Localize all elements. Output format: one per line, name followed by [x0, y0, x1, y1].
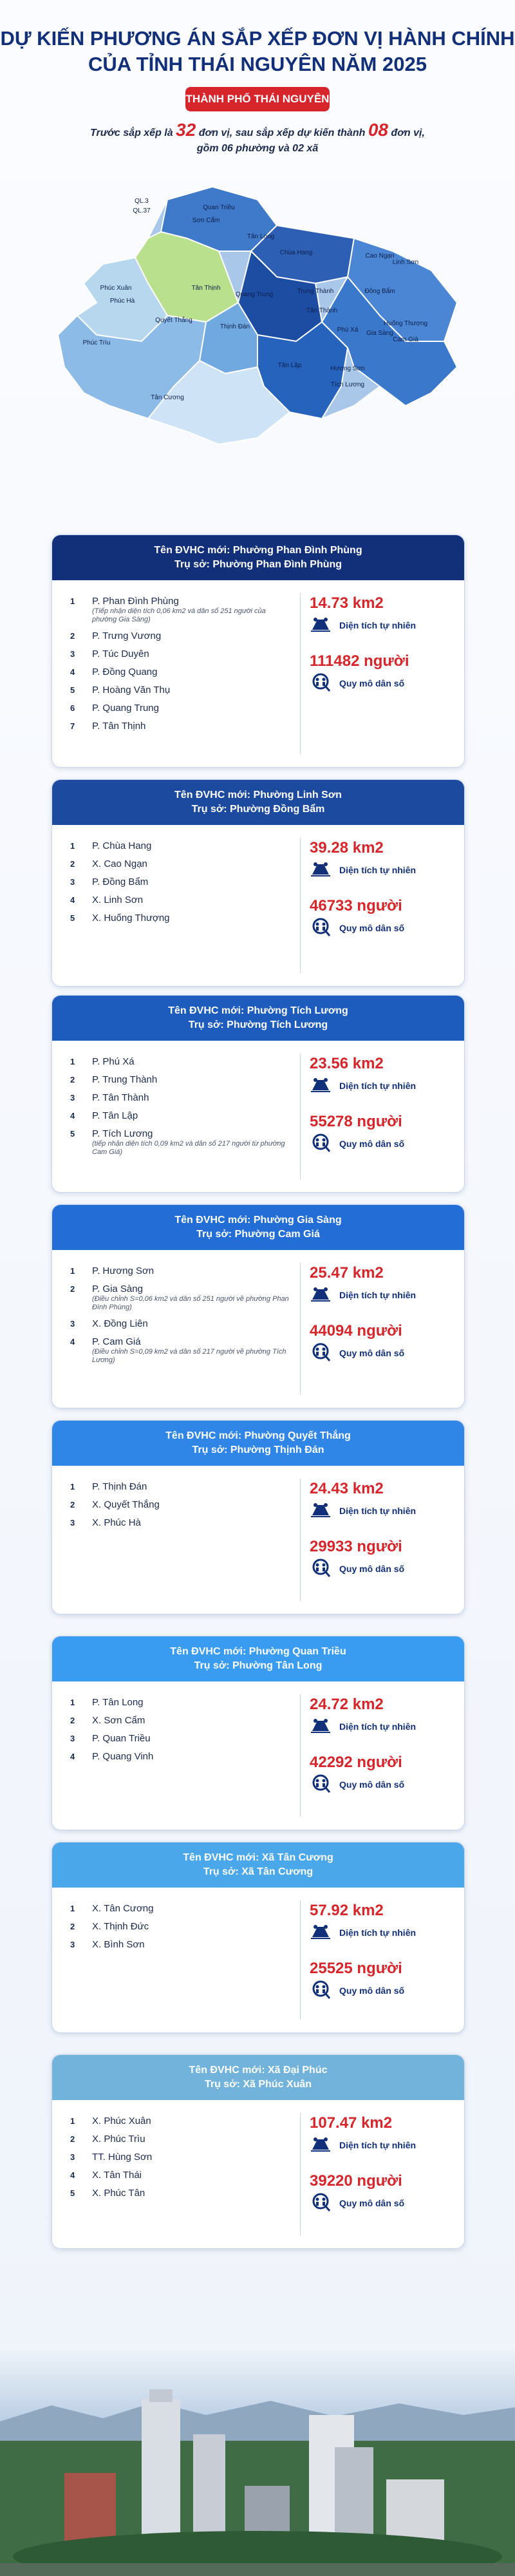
- item-name: X. Tân Thái: [92, 2170, 142, 2181]
- map-label: Đồng Bẩm: [364, 288, 395, 295]
- map-label: Tích Lương: [330, 381, 365, 388]
- map-label: Thịnh Đán: [220, 323, 250, 330]
- population-label: Quy mô dân số: [339, 1348, 405, 1358]
- item-note: (Tiếp nhận diện tích 0,06 km2 và dân số 251 người của phường Gia Sàng): [92, 607, 266, 623]
- item-name: X. Tân Cương: [92, 1903, 154, 1914]
- item-number: 1: [70, 1057, 75, 1066]
- population-value: 111482 người: [310, 652, 409, 670]
- map-label: Tân Cương: [151, 394, 184, 401]
- area-label: Diện tích tự nhiên: [339, 620, 417, 630]
- unit-name: Tên ĐVHC mới: Phường Phan Đình Phùng: [154, 545, 362, 556]
- card-header: [52, 1636, 464, 1681]
- merged-unit-item: [70, 1283, 289, 1312]
- area-icon: [310, 1923, 332, 1943]
- unit-name: Tên ĐVHC mới: Phường Linh Sơn: [174, 790, 342, 800]
- unit-name: Tên ĐVHC mới: Phường Tích Lương: [168, 1005, 348, 1016]
- population-icon: [310, 916, 332, 941]
- population-value: 44094 người: [310, 1322, 402, 1340]
- item-number: 4: [70, 1752, 75, 1761]
- merged-unit-item: [70, 685, 289, 696]
- unit-card: [52, 779, 465, 987]
- item-name: X. Cao Ngạn: [92, 858, 147, 869]
- map-label: Tân Thịnh: [191, 285, 221, 292]
- item-name: X. Phúc Hà: [92, 1517, 141, 1528]
- merged-unit-item: [70, 630, 289, 642]
- item-name: P. Tân Thịnh: [92, 721, 146, 732]
- card-body: [52, 1888, 464, 2033]
- unit-stats: [310, 1055, 451, 1157]
- unit-card: [52, 535, 465, 768]
- card-header: [52, 2055, 464, 2100]
- area-value: 24.43 km2: [310, 1480, 384, 1497]
- unit-headquarters: Trụ sở: Xã Tân Cương: [203, 1866, 314, 1877]
- column-divider: [300, 1900, 301, 2020]
- merged-unit-item: [70, 1074, 289, 1086]
- card-body: [52, 1466, 464, 1615]
- column-divider: [300, 1263, 301, 1395]
- card-header: [52, 1842, 464, 1888]
- card-body: [52, 1681, 464, 1830]
- item-name: P. Đồng Bẩm: [92, 876, 149, 887]
- column-divider: [300, 838, 301, 973]
- population-value: 25525 người: [310, 1960, 402, 1977]
- merged-unit-item: [70, 895, 289, 906]
- area-label: Diện tích tự nhiên: [339, 1721, 417, 1732]
- population-label: Quy mô dân số: [339, 1564, 405, 1574]
- merged-unit-item: [70, 1921, 289, 1933]
- district-map: [45, 174, 470, 496]
- item-name: P. Tân Long: [92, 1697, 144, 1708]
- unit-card: [52, 1636, 465, 1830]
- merged-units-list: [70, 2116, 289, 2206]
- map-label: Trung Thành: [297, 288, 334, 295]
- item-number: 3: [70, 2152, 75, 2162]
- item-number: 2: [70, 1500, 75, 1510]
- map-label: Tân Thành: [306, 307, 338, 314]
- merged-unit-item: [70, 913, 289, 924]
- intro-text: Trước sắp xếp là 32 đơn vị, sau sắp xếp dự kiến thành 08 đơn vị, gồm 06 phường và 02 xã: [90, 120, 425, 154]
- population-value: 39220 người: [310, 2172, 402, 2190]
- city-skyline-image: [0, 2344, 515, 2576]
- population-label: Quy mô dân số: [339, 2198, 405, 2208]
- item-number: 4: [70, 895, 75, 905]
- map-label: QL.37: [133, 207, 151, 214]
- map-label: Chùa Hang: [279, 249, 313, 256]
- area-icon: [310, 1076, 332, 1096]
- unit-card: [52, 995, 465, 1193]
- merged-unit-item: [70, 1697, 289, 1709]
- merged-units-list: [70, 1056, 289, 1163]
- card-header: [52, 1205, 464, 1250]
- merged-unit-item: [70, 596, 289, 624]
- card-header: [52, 996, 464, 1041]
- item-name: X. Huống Thượng: [92, 913, 170, 923]
- unit-headquarters: Trụ sở: Phường Đồng Bẩm: [191, 804, 325, 815]
- item-number: 4: [70, 2170, 75, 2180]
- item-name: X. Thịnh Đức: [92, 1921, 149, 1932]
- area-value: 23.56 km2: [310, 1055, 384, 1072]
- unit-stats: [310, 1264, 451, 1366]
- unit-stats: [310, 1480, 451, 1582]
- item-name: P. Đồng Quang: [92, 667, 158, 677]
- map-label: Gia Sàng: [366, 330, 393, 337]
- map-label: Linh Sơn: [392, 259, 419, 266]
- area-label: Diện tích tự nhiên: [339, 865, 417, 875]
- item-number: 7: [70, 721, 75, 731]
- item-number: 2: [70, 1922, 75, 1931]
- population-icon: [310, 1772, 332, 1797]
- merged-units-list: [70, 1697, 289, 1769]
- merged-unit-item: [70, 1265, 289, 1277]
- merged-unit-item: [70, 1056, 289, 1068]
- map-label: Phúc Xuân: [100, 285, 132, 292]
- map-label: Huống Thượng: [383, 320, 428, 327]
- area-value: 107.47 km2: [310, 2114, 393, 2132]
- item-name: P. Trưng Vương: [92, 630, 162, 641]
- column-divider: [300, 593, 301, 754]
- card-body: [52, 1041, 464, 1193]
- item-name: P. Túc Duyên: [92, 649, 149, 659]
- card-header: [52, 780, 464, 825]
- population-label: Quy mô dân số: [339, 1139, 405, 1149]
- unit-headquarters: Trụ sở: Phường Tân Long: [194, 1660, 323, 1671]
- item-number: 4: [70, 1111, 75, 1121]
- unit-name: Tên ĐVHC mới: Phường Quan Triều: [170, 1646, 346, 1657]
- population-label: Quy mô dân số: [339, 1985, 405, 1996]
- population-label: Quy mô dân số: [339, 678, 405, 688]
- item-number: 3: [70, 1734, 75, 1743]
- item-number: 3: [70, 1940, 75, 1949]
- population-label: Quy mô dân số: [339, 923, 405, 933]
- item-name: P. Thịnh Đán: [92, 1481, 147, 1492]
- map-label: Quyết Thắng: [155, 317, 192, 324]
- unit-stats: [310, 594, 451, 696]
- population-value: 29933 người: [310, 1538, 402, 1555]
- map-label: Cao Ngạn: [365, 252, 395, 260]
- item-note: (Điều chỉnh S=0,06 km2 và dân số 251 người về phường Phan Đình Phùng): [92, 1295, 289, 1311]
- item-number: 5: [70, 1129, 75, 1139]
- item-number: 2: [70, 859, 75, 869]
- item-number: 1: [70, 1482, 75, 1492]
- population-value: 42292 người: [310, 1754, 402, 1771]
- title-line-1: DỰ KIẾN PHƯƠNG ÁN SẮP XẾP ĐƠN VỊ HÀNH CHÍNH: [0, 27, 515, 50]
- population-icon: [310, 671, 332, 696]
- item-number: 1: [70, 1266, 75, 1276]
- page-title: [0, 26, 515, 77]
- area-label: Diện tích tự nhiên: [339, 1927, 417, 1938]
- map-label: QL.3: [135, 198, 149, 205]
- title-line-2: CỦA TỈNH THÁI NGUYÊN NĂM 2025: [88, 53, 427, 75]
- merged-unit-item: [70, 703, 289, 714]
- item-name: X. Phúc Trìu: [92, 2134, 145, 2145]
- merged-unit-item: [70, 1715, 289, 1727]
- area-label: Diện tích tự nhiên: [339, 1081, 417, 1091]
- area-icon: [310, 1717, 332, 1737]
- merged-unit-item: [70, 667, 289, 678]
- unit-headquarters: Trụ sở: Xã Phúc Xuân: [204, 2079, 312, 2090]
- merged-unit-item: [70, 1318, 289, 1330]
- column-divider: [300, 2113, 301, 2235]
- area-icon: [310, 860, 332, 880]
- population-icon: [310, 1132, 332, 1157]
- merged-unit-item: [70, 721, 289, 732]
- unit-card: [52, 1204, 465, 1408]
- merged-unit-item: [70, 858, 289, 870]
- item-number: 5: [70, 2188, 75, 2198]
- map-label: Hương Sơn: [330, 365, 365, 372]
- map-label: Quang Trung: [235, 291, 274, 298]
- merged-unit-item: [70, 1110, 289, 1122]
- item-name: P. Tân Thành: [92, 1092, 149, 1103]
- population-icon: [310, 2191, 332, 2216]
- count-before: 32: [176, 120, 196, 140]
- item-name: TT. Hùng Sơn: [92, 2152, 153, 2163]
- area-value: 57.92 km2: [310, 1902, 384, 1919]
- merged-unit-item: [70, 1939, 289, 1951]
- item-name: X. Phúc Tân: [92, 2188, 145, 2199]
- unit-stats: [310, 839, 451, 941]
- unit-stats: [310, 2114, 451, 2216]
- unit-name: Tên ĐVHC mới: Xã Đại Phúc: [189, 2065, 328, 2076]
- item-number: 2: [70, 1716, 75, 1725]
- map-label: Phúc Hà: [109, 298, 135, 305]
- area-icon: [310, 1501, 332, 1521]
- map-label: Tân Lập: [277, 362, 302, 369]
- merged-unit-item: [70, 2134, 289, 2145]
- item-name: X. Bình Sơn: [92, 1939, 145, 1950]
- item-name: P. Gia Sàng: [92, 1283, 143, 1294]
- item-number: 4: [70, 1337, 75, 1347]
- item-name: P. Quang Trung: [92, 703, 159, 714]
- card-header: [52, 535, 464, 580]
- merged-unit-item: [70, 840, 289, 852]
- merged-unit-item: [70, 1903, 289, 1915]
- merged-units-list: [70, 1265, 289, 1371]
- card-header: [52, 1421, 464, 1466]
- item-number: 4: [70, 667, 75, 677]
- merged-units-list: [70, 1903, 289, 1957]
- population-value: 55278 người: [310, 1113, 402, 1130]
- merged-unit-item: [70, 2152, 289, 2163]
- item-name: P. Hương Sơn: [92, 1265, 154, 1276]
- merged-unit-item: [70, 1481, 289, 1493]
- population-label: Quy mô dân số: [339, 1779, 405, 1790]
- item-number: 3: [70, 1319, 75, 1329]
- item-name: X. Đồng Liên: [92, 1318, 148, 1329]
- merged-unit-item: [70, 649, 289, 660]
- item-number: 3: [70, 877, 75, 887]
- area-label: Diện tích tự nhiên: [339, 2140, 417, 2150]
- area-icon: [310, 616, 332, 636]
- item-name: X. Sơn Cẩm: [92, 1715, 145, 1726]
- map-label: Sơn Cẩm: [192, 217, 220, 224]
- item-number: 2: [70, 2134, 75, 2144]
- area-value: 39.28 km2: [310, 839, 384, 857]
- item-number: 2: [70, 631, 75, 641]
- population-icon: [310, 1978, 332, 2003]
- area-value: 24.72 km2: [310, 1696, 384, 1713]
- merged-unit-item: [70, 876, 289, 888]
- item-number: 3: [70, 1518, 75, 1528]
- unit-name: Tên ĐVHC mới: Xã Tân Cương: [183, 1852, 333, 1863]
- item-number: 3: [70, 1093, 75, 1103]
- item-number: 1: [70, 596, 75, 606]
- item-name: P. Cam Giá: [92, 1336, 141, 1347]
- area-icon: [310, 2136, 332, 2155]
- item-name: X. Quyết Thắng: [92, 1499, 160, 1510]
- unit-name: Tên ĐVHC mới: Phường Gia Sàng: [174, 1215, 342, 1226]
- item-number: 1: [70, 841, 75, 851]
- item-name: P. Trung Thành: [92, 1074, 158, 1085]
- column-divider: [300, 1054, 301, 1179]
- merged-units-list: [70, 1481, 289, 1535]
- item-note: (tiếp nhận diện tích 0,09 km2 và dân số 217 người từ phường Cam Giá): [92, 1140, 285, 1156]
- unit-headquarters: Trụ sở: Phường Phan Đình Phùng: [174, 559, 342, 570]
- item-number: 1: [70, 1904, 75, 1913]
- map-label: Cam Giá: [393, 336, 418, 343]
- population-value: 46733 người: [310, 897, 402, 914]
- merged-units-list: [70, 840, 289, 931]
- item-name: X. Phúc Xuân: [92, 2116, 151, 2126]
- map-label: Phúc Trìu: [82, 339, 111, 346]
- item-name: P. Phú Xá: [92, 1056, 135, 1067]
- item-number: 2: [70, 1075, 75, 1084]
- item-number: 5: [70, 913, 75, 923]
- unit-card: [52, 2054, 465, 2249]
- item-number: 3: [70, 649, 75, 659]
- merged-unit-item: [70, 1499, 289, 1511]
- area-label: Diện tích tự nhiên: [339, 1290, 417, 1300]
- item-number: 1: [70, 1698, 75, 1707]
- population-icon: [310, 1557, 332, 1582]
- card-body: [52, 1250, 464, 1408]
- area-label: Diện tích tự nhiên: [339, 1506, 417, 1516]
- map-label: Phú Xá: [337, 327, 359, 334]
- item-number: 5: [70, 685, 75, 695]
- merged-unit-item: [70, 1092, 289, 1104]
- count-after: 08: [368, 120, 388, 140]
- item-name: P. Quan Triều: [92, 1733, 151, 1744]
- item-name: P. Hoàng Văn Thụ: [92, 685, 171, 696]
- item-name: P. Quang Vinh: [92, 1751, 154, 1762]
- column-divider: [300, 1694, 301, 1817]
- column-divider: [300, 1479, 301, 1601]
- item-number: 1: [70, 2116, 75, 2126]
- item-name: P. Tích Lương: [92, 1128, 153, 1139]
- item-note: (Điều chỉnh S=0,09 km2 và dân số 217 người về phường Tích Lương): [92, 1348, 286, 1364]
- merged-unit-item: [70, 1751, 289, 1763]
- unit-card: [52, 1420, 465, 1615]
- unit-headquarters: Trụ sở: Phường Tích Lương: [188, 1019, 328, 1030]
- merged-unit-item: [70, 1733, 289, 1745]
- item-number: 6: [70, 703, 75, 713]
- area-value: 25.47 km2: [310, 1264, 384, 1282]
- merged-unit-item: [70, 1128, 289, 1157]
- merged-unit-item: [70, 2188, 289, 2199]
- unit-stats: [310, 1902, 451, 2003]
- merged-unit-item: [70, 2170, 289, 2181]
- merged-unit-item: [70, 1517, 289, 1529]
- unit-card: [52, 1842, 465, 2033]
- merged-unit-item: [70, 2116, 289, 2127]
- item-name: X. Linh Sơn: [92, 895, 144, 905]
- item-name: P. Phan Đình Phùng: [92, 596, 179, 607]
- merged-unit-item: [70, 1336, 289, 1365]
- map-label: Quan Triều: [203, 204, 235, 211]
- area-icon: [310, 1285, 332, 1305]
- unit-headquarters: Trụ sở: Phường Thịnh Đán: [192, 1444, 324, 1455]
- card-body: [52, 825, 464, 987]
- area-value: 14.73 km2: [310, 594, 384, 612]
- card-body: [52, 2100, 464, 2249]
- card-body: [52, 580, 464, 768]
- item-number: 2: [70, 1284, 75, 1294]
- population-icon: [310, 1341, 332, 1366]
- unit-stats: [310, 1696, 451, 1797]
- item-name: P. Chùa Hang: [92, 840, 152, 851]
- map-label: Tân Long: [247, 233, 275, 240]
- city-badge: THÀNH PHỐ THÁI NGUYÊN: [185, 87, 330, 111]
- merged-units-list: [70, 596, 289, 739]
- unit-headquarters: Trụ sở: Phường Cam Giá: [196, 1229, 320, 1240]
- unit-name: Tên ĐVHC mới: Phường Quyết Thắng: [165, 1430, 351, 1441]
- item-name: P. Tân Lập: [92, 1110, 138, 1121]
